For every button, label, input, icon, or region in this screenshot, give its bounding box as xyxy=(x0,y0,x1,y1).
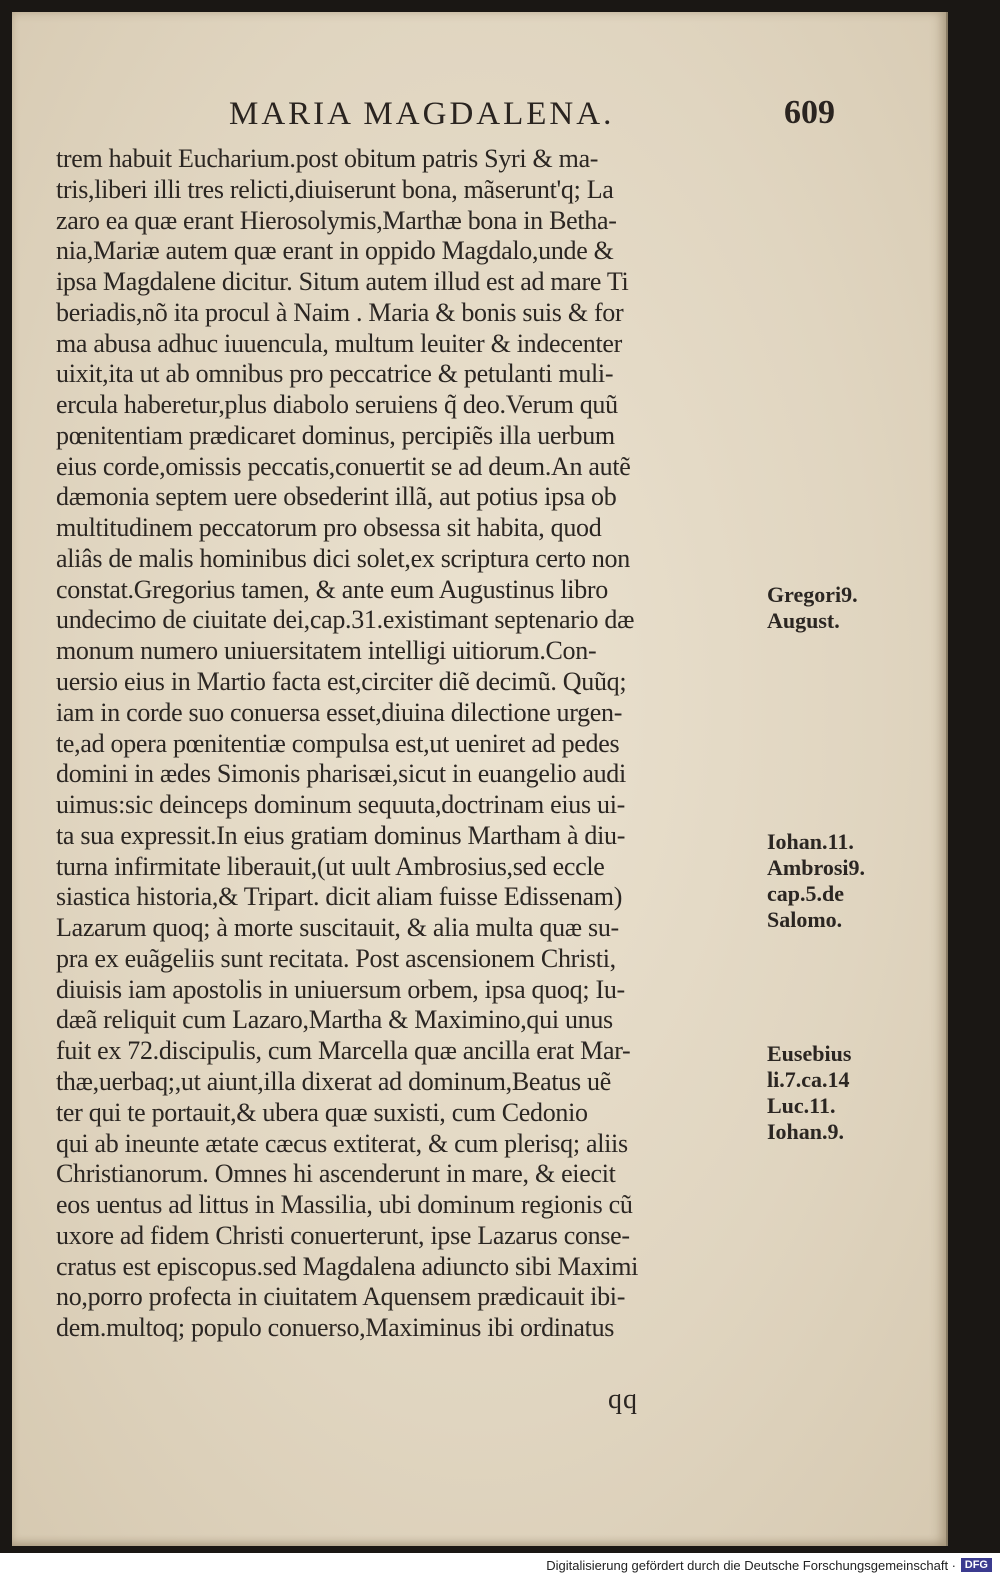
text-line: uersio eius in Martio facta est,circiter diẽ decimũ. Quũq; xyxy=(56,667,627,697)
running-title: MARIA MAGDALENA. xyxy=(229,96,615,132)
text-line: dæmonia septem uere obsederint illã, aut potius ipsa ob xyxy=(56,482,617,512)
digitization-footer xyxy=(0,1553,1000,1579)
marginal-note-line: li.7.ca.14 xyxy=(767,1067,850,1092)
marginal-note-line: Eusebius xyxy=(767,1041,852,1066)
page-number: 609 xyxy=(784,94,835,131)
marginal-note-line: cap.5.de xyxy=(767,881,844,906)
text-line: pra ex euãgeliis sunt recitata. Post ascensionem Christi, xyxy=(56,943,616,973)
marginal-note-eusebius xyxy=(767,1041,851,1145)
text-line: uxore ad fidem Christi conuerterunt, ipse Lazarus conse- xyxy=(56,1220,630,1250)
text-line: thæ,uerbaq;,ut aiunt,illa dixerat ad dominum,Beatus uẽ xyxy=(56,1066,611,1096)
text-line: zaro ea quæ erant Hierosolymis,Marthæ bona in Betha- xyxy=(56,205,617,235)
marginal-note-line: Salomo. xyxy=(767,907,843,932)
text-line: uimus:sic deinceps dominum sequuta,doctrinam eius ui- xyxy=(56,790,625,820)
text-line: eos uentus ad littus in Massilia, ubi dominum regionis cũ xyxy=(56,1190,633,1220)
marginal-note-iohannes xyxy=(767,829,865,933)
funding-credit: Digitalisierung gefördert durch die Deutsche Forschungsgemeinschaft · xyxy=(546,1558,956,1573)
marginal-note-gregorius xyxy=(767,582,858,634)
text-line: ma abusa adhuc iuuencula, multum leuiter & indecenter xyxy=(56,328,623,358)
text-line: ipsa Magdalene dicitur. Situm autem illud est ad mare Ti xyxy=(56,267,629,297)
text-line: no,porro profecta in ciuitatem Aquensem prædicauit ibi- xyxy=(56,1282,626,1312)
text-line: aliâs de malis hominibus dici solet,ex scriptura certo non xyxy=(56,543,630,573)
dfg-logo: DFG xyxy=(961,1558,992,1572)
text-line: pœnitentiam prædicaret dominus, percipiẽs illa uerbum xyxy=(56,420,615,450)
text-line: ter qui te portauit,& ubera quæ suxisti, cum Cedonio xyxy=(56,1097,588,1127)
text-line: undecimo de ciuitate dei,cap.31.existimant septenario dæ xyxy=(56,605,635,635)
text-line: ta sua expressit.In eius gratiam dominus Martham à diu- xyxy=(56,820,626,850)
text-line: Christianorum. Omnes hi ascenderunt in mare, & eiecit xyxy=(56,1159,616,1189)
marginal-note-line: Iohan.11. xyxy=(767,829,854,854)
main-text-column xyxy=(56,144,768,1344)
text-line: fuit ex 72.discipulis, cum Marcella quæ ancilla erat Mar- xyxy=(56,1036,631,1066)
marginal-note-line: Iohan.9. xyxy=(767,1119,845,1144)
text-line: multitudinem peccatorum pro obsessa sit habita, quod xyxy=(56,513,602,543)
text-line: trem habuit Eucharium.post obitum patris Syri & ma- xyxy=(56,144,599,173)
text-line: iam in corde suo conuersa esset,diuina dilectione urgen- xyxy=(56,697,623,727)
marginal-note-line: Luc.11. xyxy=(767,1093,836,1118)
text-line: monum numero uniuersitatem intelligi uitiorum.Con- xyxy=(56,636,597,666)
text-line: dem.multoq; populo conuerso,Maximinus ibi ordinatus xyxy=(56,1313,615,1343)
text-line: siastica historia,& Tripart. dicit aliam fuisse Edissenam) xyxy=(56,882,623,912)
text-line: cratus est episcopus.sed Magdalena adiuncto sibi Maximi xyxy=(56,1251,639,1281)
text-line: qui ab ineunte ætate cæcus extiterat, & cum plerisq; aliis xyxy=(56,1128,628,1158)
text-line: te,ad opera pœnitentiæ compulsa est,ut ueniret ad pedes xyxy=(56,728,620,758)
marginal-note-line: August. xyxy=(767,608,840,633)
text-line: beriadis,nõ ita procul à Naim . Maria & bonis suis & for xyxy=(56,297,624,327)
text-line: constat.Gregorius tamen, & ante eum Augustinus libro xyxy=(56,574,608,604)
marginal-note-line: Gregori9. xyxy=(767,582,858,607)
text-line: turna infirmitate liberauit,(ut uult Ambrosius,sed eccle xyxy=(56,851,605,881)
text-line: Lazarum quoq; à morte suscitauit, & alia multa quæ su- xyxy=(56,913,619,943)
text-line: tris,liberi illi tres relicti,diuiserunt bona, mãserunt'q; La xyxy=(56,174,614,204)
book-page xyxy=(12,12,948,1546)
text-line: ercula haberetur,plus diabolo seruiens q̃ deo.Verum quũ xyxy=(56,390,618,420)
marginal-note-line: Ambrosi9. xyxy=(767,855,865,880)
text-line: domini in ædes Simonis pharisæi,sicut in euangelio audi xyxy=(56,759,626,789)
text-line: nia,Mariæ autem quæ erant in oppido Magdalo,unde & xyxy=(56,236,614,266)
text-line: diuisis iam apostolis in uniuersum orbem, ipsa quoq; Iu- xyxy=(56,974,625,1004)
text-line: dæã reliquit cum Lazaro,Martha & Maximino,qui unus xyxy=(56,1005,613,1035)
signature-mark: qq xyxy=(608,1384,638,1415)
text-line: eius corde,omissis peccatis,conuertit se ad deum.An autẽ xyxy=(56,451,631,481)
text-line: uixit,ita ut ab omnibus pro peccatrice & petulanti muli- xyxy=(56,359,614,389)
